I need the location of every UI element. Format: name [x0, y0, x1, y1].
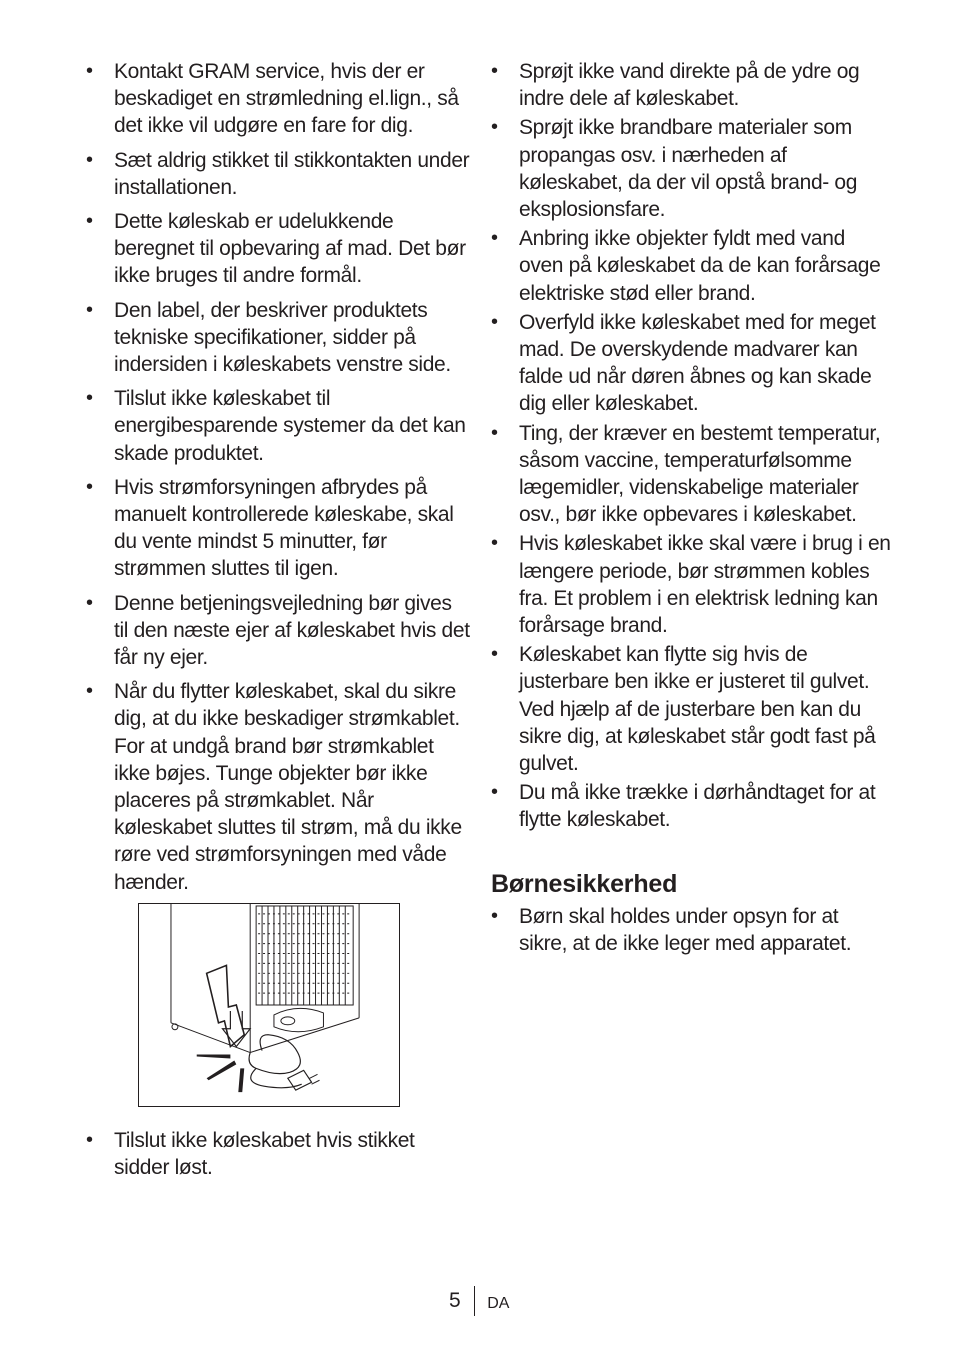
list-item: • Du må ikke trække i dørhåndtaget for at flytte køleskabet. — [491, 779, 891, 833]
list-item: • Denne betjeningsvejledning bør gives til den næste ejer af køleskabet hvis det får ny ejer. — [86, 590, 471, 672]
list-item: • Børn skal holdes under opsyn for at sikre, at de ikke leger med apparatet. — [491, 903, 891, 957]
list-item: • Sæt aldrig stikket til stikkontakten under installationen. — [86, 147, 471, 201]
list-item: • Anbring ikke objekter fyldt med vand oven på køleskabet da de kan forårsage elektriske stød eller brand. — [491, 225, 891, 307]
section-heading-child-safety: Børnesikkerhed — [491, 869, 678, 898]
right-bullet-list — [491, 58, 891, 834]
list-item: • Tilslut ikke køleskabet hvis stikket sidder løst. — [86, 1127, 471, 1181]
left-column — [86, 58, 471, 1188]
child-safety-bullet-list — [491, 903, 891, 957]
list-item: • Hvis køleskabet ikke skal være i brug i en længere periode, bør strømmen kobles fra. Et problem i en elektrisk ledning kan forårsage brand. — [491, 530, 891, 639]
left-bullet-list — [86, 58, 471, 896]
list-item: • Hvis strømforsyningen afbrydes på manuelt kontrollerede køleskabe, skal du vente mindst 5 minutter, før strømmen sluttes til igen. — [86, 474, 471, 583]
list-item: • Når du flytter køleskabet, skal du sikre dig, at du ikke beskadiger strømkablet. For at undgå brand bør strømkablet ikke bøjes. Tunge objekter bør ikke placeres på strømkablet. Når køleskabet sluttes til strøm, må du ikke røre ved strømforsyningen med våde hænder. — [86, 678, 471, 896]
list-item: • Overfyld ikke køleskabet med for meget mad. De overskydende madvarer kan falde ud når døren åbnes og kan skade dig eller køleskabet. — [491, 309, 891, 418]
list-item: • Sprøjt ikke vand direkte på de ydre og indre dele af køleskabet. — [491, 58, 891, 112]
power-cord-warning-figure — [138, 903, 400, 1107]
right-column — [491, 58, 891, 959]
list-item: • Sprøjt ikke brandbare materialer som propangas osv. i nærheden af køleskabet, da der vil opstå brand- og eksplosionsfare. — [491, 114, 891, 223]
list-item: • Ting, der kræver en bestemt temperatur, såsom vaccine, temperaturfølsomme lægemidler, videnskabelige materialer osv., bør ikke opbevares i køleskabet. — [491, 420, 891, 529]
list-item: • Køleskabet kan flytte sig hvis de justerbare ben ikke er justeret til gulvet. Ved hjælp af de justerbare ben kan du sikre dig, at køleskabet står godt fast på gulvet. — [491, 641, 891, 777]
left-bullet-list-after-figure — [86, 1127, 471, 1181]
list-item: • Den label, der beskriver produktets tekniske specifikationer, sidder på indersiden i køleskabets venstre side. — [86, 297, 471, 379]
list-item: • Tilslut ikke køleskabet til energibesparende systemer da det kan skade produktet. — [86, 385, 471, 467]
page-footer — [449, 1287, 509, 1315]
page-number: 5 — [449, 1289, 461, 1312]
list-item: • Dette køleskab er udelukkende beregnet til opbevaring af mad. Det bør ikke bruges til andre formål. — [86, 208, 471, 290]
language-code: DA — [487, 1294, 510, 1312]
list-item: • Kontakt GRAM service, hvis der er beskadiget en strømledning el.lign., så det ikke vil udgøre en fare for dig. — [86, 58, 471, 140]
power-cord-warning-illustration-icon — [139, 904, 399, 1106]
footer-divider — [474, 1286, 476, 1316]
